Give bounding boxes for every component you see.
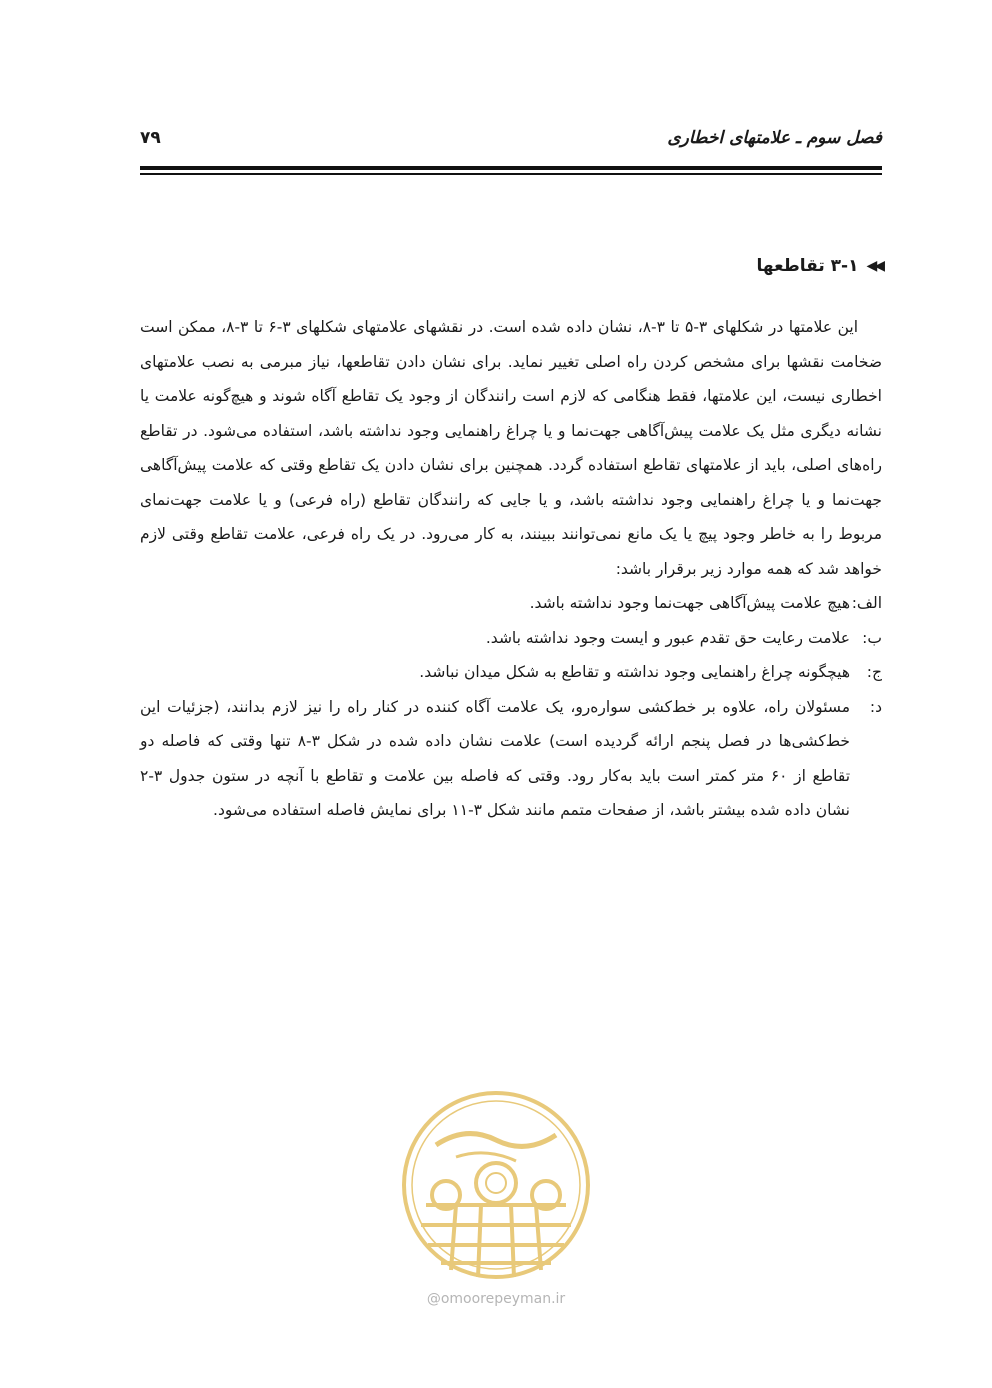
watermark-logo-icon <box>396 1085 596 1285</box>
list-item-text: علامت رعایت حق تقدم عبور و ایست وجود نداشته باشد. <box>485 628 850 647</box>
list-item <box>140 586 882 621</box>
double-arrow-icon: ◀◀ <box>866 258 882 274</box>
page-header <box>140 128 882 158</box>
page-number: ۷۹ <box>140 128 161 148</box>
watermark <box>376 1085 616 1307</box>
list-item <box>140 621 882 656</box>
header-rule-thick <box>140 166 882 170</box>
intro-paragraph: این علامتها در شکلهای ۳-۵ تا ۳-۸، نشان داده شده است. در نقشهای علامتهای شکلهای ۳-۶ تا ۳-۸، ممکن است ضخامت نقشها برای مشخص کردن راه اصلی تغییر نماید. برای نشان دادن تقاطعها، نیاز مبرمی به نصب علامتهای اخطاری نیست، این علامتها، فقط هنگامی که لازم است رانندگان از وجود یک تقاطع آگاه شوند و هیچ‌گونه علامت یا نشانه دیگری مثل یک علامت پیش‌آگاهی جهت‌نما و یا چراغ راهنمایی وجود نداشته باشد، استفاده می‌شود. در تقاطع راه‌های اصلی، باید از علامتهای تقاطع استفاده گردد. همچنین برای نشان دادن یک تقاطع وقتی که علامت پیش‌آگاهی جهت‌نما و یا چراغ راهنمایی وجود نداشته باشد، و یا جایی که رانندگان تقاطع (راه فرعی) و یا علامت جهت‌نمای مربوط را به خاطر وجود پیچ یا یک مانع نمی‌توانند ببینند، به کار می‌رود. در یک راه فرعی، علامت تقاطع وقتی لازم خواهد شد که همه موارد زیر برقرار باشد: <box>140 318 882 578</box>
list-marker: ج: <box>866 663 882 681</box>
list-marker: ب: <box>862 628 882 647</box>
list-item <box>140 655 882 690</box>
list-marker: الف: <box>851 594 882 612</box>
list-item-text: هیچ علامت پیش‌آگاهی جهت‌نما وجود نداشته باشد. <box>529 594 850 612</box>
list-item <box>140 690 882 828</box>
header-rule-thin <box>140 173 882 175</box>
list-item-text: هیچگونه چراغ راهنمایی وجود نداشته و تقاطع به شکل میدان نباشد. <box>419 663 850 681</box>
section-heading <box>757 256 883 276</box>
list-item-text: مسئولان راه، علاوه بر خط‌کشی سواره‌رو، یک علامت آگاه کننده در کنار راه را نیز لازم بدانند، (جزئیات این خط‌کشی‌ها در فصل پنجم ارائه گردیده است) علامت نشان داده شده در شکل ۳-۸ تنها وقتی که فاصله دو تقاطع از ۶۰ متر کمتر است باید به‌کار رود. وقتی که فاصله بین علامت و تقاطع با آنچه در ستون جدول ۳-۲ نشان داده شده بیشتر باشد، از صفحات متمم مانند شکل ۳-۱۱ برای نمایش فاصله استفاده می‌شود. <box>140 697 851 819</box>
list-marker: د: <box>869 697 882 716</box>
chapter-title: فصل سوم ـ علامتهای اخطاری <box>667 128 882 148</box>
watermark-url: @omoorepeyman.ir <box>426 1291 566 1307</box>
section-title: ۳-۱ تقاطعها <box>756 256 859 276</box>
body-content <box>140 310 882 828</box>
